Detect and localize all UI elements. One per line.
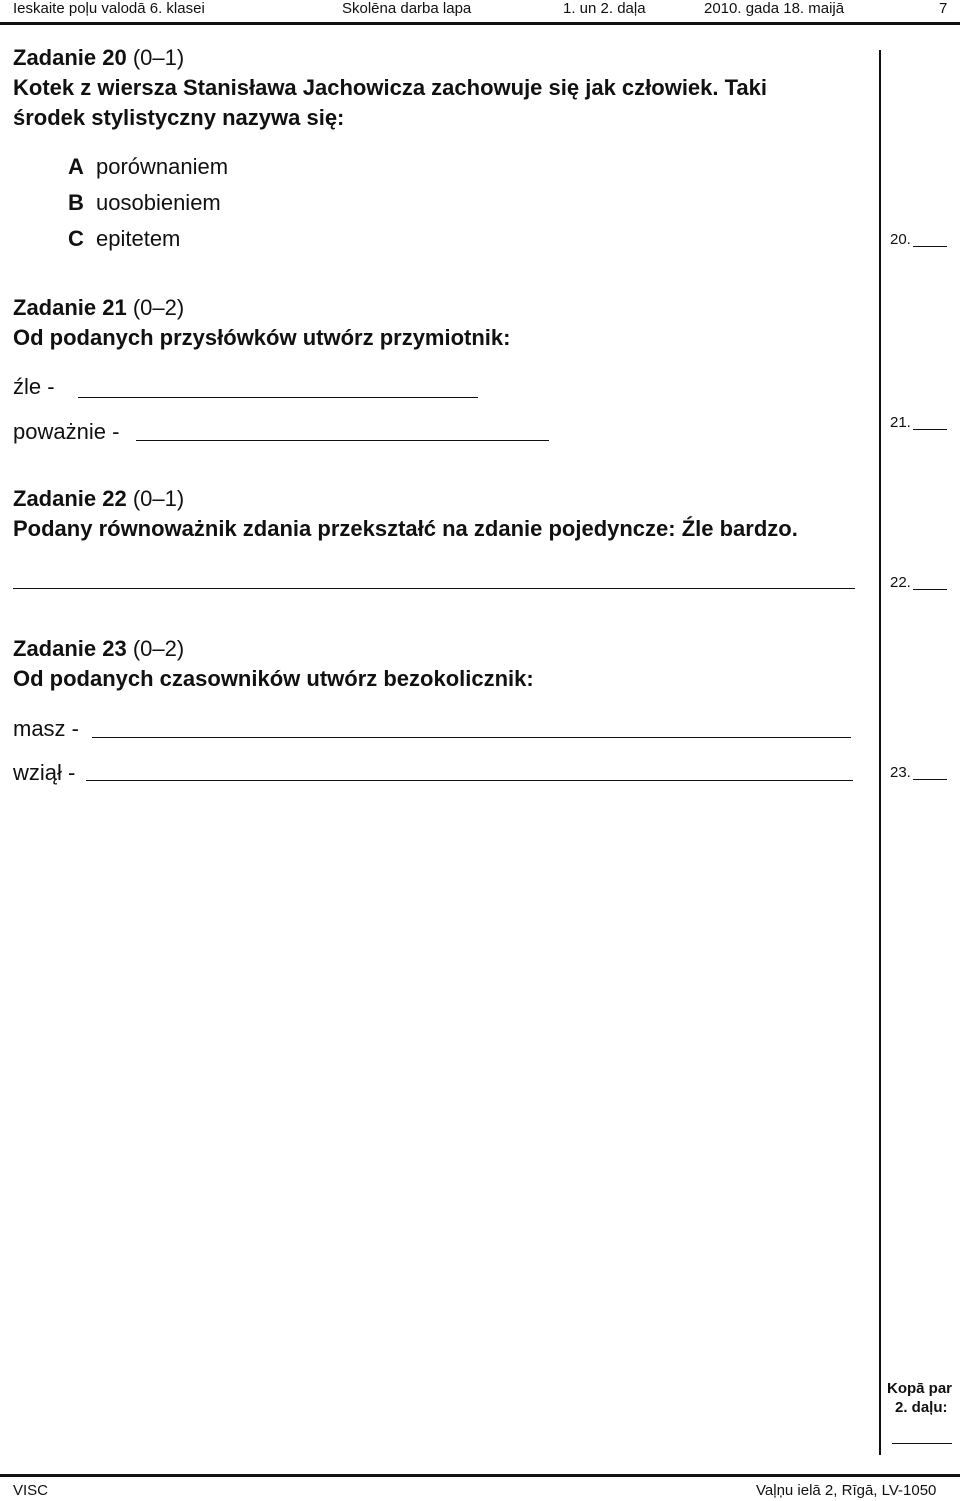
task-21-answer-line-1[interactable] — [78, 397, 478, 398]
footer-divider — [0, 1474, 960, 1477]
option-letter: B — [68, 190, 84, 215]
header-date: 2010. gada 18. maijā — [704, 0, 845, 17]
option-text: porównaniem — [96, 154, 229, 179]
header-type: Skolēna darba lapa — [342, 0, 472, 17]
task-22-answer-line[interactable] — [13, 588, 855, 589]
task-20-option-a[interactable] — [68, 153, 228, 181]
task-20-prompt-line2: środek stylistyczny nazywa się: — [13, 105, 345, 130]
task-21-item-1-label: źle - — [13, 374, 55, 399]
task-21-item-2-label: poważnie - — [13, 419, 120, 444]
task-21-title: Zadanie 21 — [13, 295, 127, 320]
task-23-heading — [13, 635, 184, 663]
task-21-answer-line-2[interactable] — [136, 440, 549, 441]
task-23-points: (0–2) — [132, 636, 185, 661]
task-21-heading — [13, 294, 184, 322]
task-20-points: (0–1) — [132, 45, 185, 70]
score-field-20[interactable] — [913, 246, 947, 247]
score-field-21[interactable] — [913, 429, 947, 430]
page-number: 7 — [939, 0, 948, 17]
option-text: epitetem — [96, 226, 181, 251]
task-21-points: (0–2) — [132, 295, 185, 320]
header-part: 1. un 2. daļa — [563, 0, 646, 17]
task-22-prompt: Podany równoważnik zdania przekształć na zdanie pojedyncze: Źle bardzo. — [13, 516, 798, 541]
task-20-option-b[interactable] — [68, 189, 221, 217]
task-20-option-c[interactable] — [68, 225, 180, 253]
task-20-prompt-line1: Kotek z wiersza Stanisława Jachowicza zachowuje się jak człowiek. Taki — [13, 75, 768, 100]
task-22-title: Zadanie 22 — [13, 486, 127, 511]
task-20-title: Zadanie 20 — [13, 45, 127, 70]
task-23-answer-line-1[interactable] — [92, 737, 851, 738]
score-label-22: 22. — [890, 574, 911, 591]
footer-left: VISC — [13, 1482, 49, 1499]
score-field-23[interactable] — [913, 779, 947, 780]
task-23-answer-line-2[interactable] — [86, 780, 853, 781]
task-23-title: Zadanie 23 — [13, 636, 127, 661]
option-letter: C — [68, 226, 84, 251]
task-23-prompt: Od podanych czasowników utwórz bezokolicznik: — [13, 666, 534, 691]
total-label-line1: Kopā par — [887, 1380, 953, 1397]
total-label-line2: 2. daļu: — [895, 1399, 948, 1416]
task-23-item-2-label: wziął - — [13, 760, 76, 785]
total-score-field[interactable] — [892, 1443, 952, 1444]
score-column-divider — [879, 50, 881, 1455]
score-label-20: 20. — [890, 231, 911, 248]
task-22-heading — [13, 485, 184, 513]
score-label-21: 21. — [890, 414, 911, 431]
option-text: uosobieniem — [96, 190, 221, 215]
task-20-heading — [13, 44, 184, 72]
header-subject: Ieskaite poļu valodā 6. klasei — [13, 0, 205, 17]
task-22-points: (0–1) — [132, 486, 185, 511]
task-21-prompt: Od podanych przysłówków utwórz przymiotnik: — [13, 325, 511, 350]
footer-right: Vaļņu ielā 2, Rīgā, LV-1050 — [756, 1482, 937, 1499]
task-23-item-1-label: masz - — [13, 716, 79, 741]
header-divider — [0, 22, 960, 25]
score-label-23: 23. — [890, 764, 911, 781]
option-letter: A — [68, 154, 84, 179]
score-field-22[interactable] — [913, 589, 947, 590]
